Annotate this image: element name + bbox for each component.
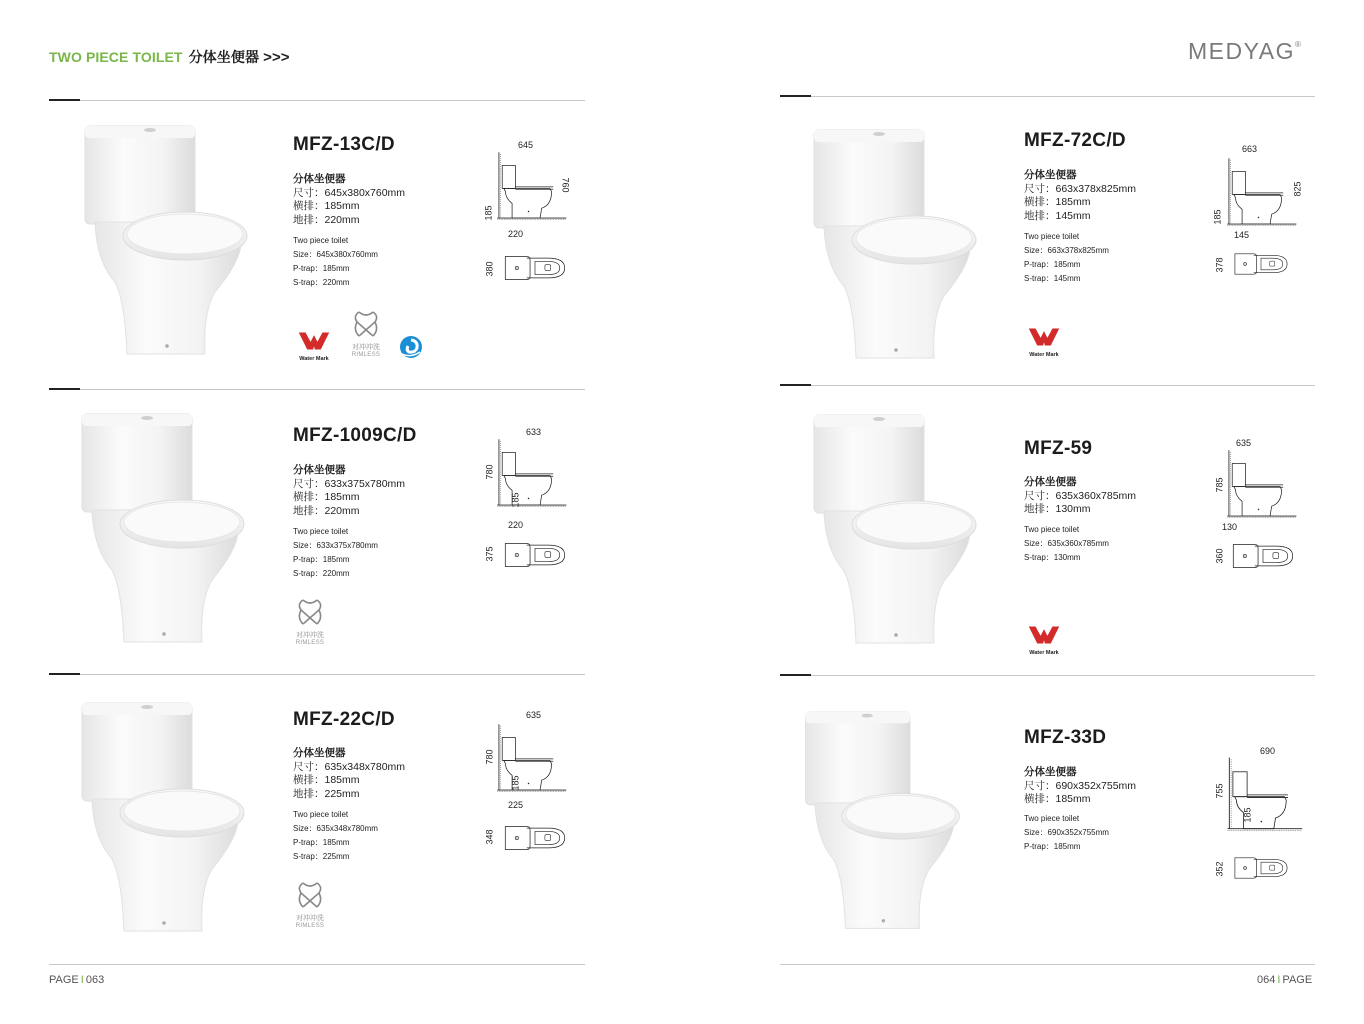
section-divider <box>49 389 585 390</box>
spec-cn-ptrap: 横排：185mm <box>293 774 360 786</box>
technical-drawing <box>480 138 580 298</box>
spec-cn-size: 尺寸：635x348x780mm <box>293 760 406 773</box>
rimless-icon <box>295 881 325 909</box>
spec-cn-title: 分体坐便器 <box>293 464 346 476</box>
spec-en <box>1024 230 1109 286</box>
product-photo <box>784 408 984 654</box>
spec-en-ptrap: P-trap：185mm <box>1024 260 1081 269</box>
spec-cn-size: 尺寸：663x378x825mm <box>1024 182 1137 195</box>
spec-cn-size: 尺寸：633x375x780mm <box>293 477 406 490</box>
rimless-badge <box>290 598 330 646</box>
dim-ptrap: 185 <box>510 775 521 791</box>
spec-cn <box>1024 766 1136 807</box>
spec-cn <box>1024 169 1136 223</box>
product-photo <box>784 122 984 370</box>
dim-ptrap: 185 <box>510 492 521 508</box>
dim-height: 755 <box>1214 783 1225 799</box>
spec-cn-size: 尺寸：690x352x755mm <box>1024 779 1137 792</box>
spec-en <box>293 234 378 290</box>
dim-ptrap: 185 <box>1212 209 1223 225</box>
watermark-badge <box>294 330 334 362</box>
registered-mark: ® <box>1294 40 1303 49</box>
rimless-label-cn: 对冲冲洗 <box>296 632 324 639</box>
dim-strap: 220 <box>508 520 524 530</box>
side-elevation-drawing <box>494 431 568 515</box>
dim-height: 780 <box>484 464 495 480</box>
watermark-label: Water Mark <box>1029 352 1059 358</box>
category-heading <box>49 47 290 67</box>
spec-en-ptrap: P-trap：185mm <box>1024 842 1081 851</box>
spec-en-title: Two piece toilet <box>1024 814 1080 823</box>
rimless-icon <box>295 598 325 626</box>
dim-strap: 130 <box>1222 522 1238 532</box>
side-elevation-drawing <box>1224 442 1298 526</box>
model-number: MFZ-72C/D <box>1024 130 1126 151</box>
spec-en-ptrap: P-trap：185mm <box>293 264 350 273</box>
spec-cn <box>293 173 405 227</box>
watermark-icon <box>294 330 334 352</box>
dim-length: 645 <box>518 140 534 150</box>
dim-ptrap: 185 <box>1242 807 1253 823</box>
side-elevation-drawing <box>494 716 568 800</box>
dim-height: 780 <box>484 749 495 765</box>
spec-cn <box>1024 476 1136 517</box>
spec-cn-strap: 地排：220mm <box>293 504 360 517</box>
spec-en <box>1024 812 1109 854</box>
spec-cn-ptrap: 横排：185mm <box>293 491 360 503</box>
page-label: PAGE <box>49 974 79 986</box>
model-number: MFZ-59 <box>1024 438 1093 459</box>
spec-en-ptrap: P-trap：185mm <box>293 555 350 564</box>
dim-strap: 145 <box>1234 230 1250 240</box>
watermark-badge <box>1024 326 1064 358</box>
spec-en-size: Size：690x352x755mm <box>1024 828 1109 837</box>
technical-drawing <box>1210 436 1310 586</box>
divider-accent <box>49 388 80 390</box>
model-number: MFZ-1009C/D <box>293 425 417 446</box>
spec-en-ptrap: P-trap：185mm <box>293 838 350 847</box>
rimless-label-cn: 对冲冲洗 <box>296 915 324 922</box>
spec-en <box>293 808 378 864</box>
section-divider <box>49 674 585 675</box>
spec-cn-title: 分体坐便器 <box>293 173 346 185</box>
dim-length: 663 <box>1242 144 1258 154</box>
eco-flush-icon <box>398 334 424 360</box>
dim-width: 378 <box>1214 257 1225 273</box>
watermark-icon <box>1024 326 1064 348</box>
category-cn: 分体坐便器 <box>188 49 260 65</box>
spec-cn-size: 尺寸：635x360x785mm <box>1024 489 1137 502</box>
top-plan-drawing <box>1232 852 1290 884</box>
rimless-badge <box>290 881 330 929</box>
rimless-label-en: RIMLESS <box>351 352 381 358</box>
product-photo <box>52 410 252 650</box>
section-divider <box>780 675 1315 676</box>
dim-strap: 225 <box>508 800 524 810</box>
spec-en-strap: S-trap：130mm <box>1024 553 1081 562</box>
dim-length: 633 <box>526 427 542 437</box>
page-number-left <box>49 974 104 986</box>
spec-cn-title: 分体坐便器 <box>1024 766 1077 778</box>
spec-en-strap: S-trap：220mm <box>293 569 350 578</box>
model-number: MFZ-13C/D <box>293 134 395 155</box>
brand-name: MEDYAG <box>1188 38 1295 64</box>
dim-width: 352 <box>1214 861 1225 877</box>
spec-en-size: Size：645x380x760mm <box>293 250 378 259</box>
technical-drawing <box>1210 744 1310 894</box>
divider-accent <box>49 99 80 101</box>
brand-logo <box>1188 38 1302 65</box>
dim-strap: 220 <box>508 229 524 239</box>
product-photo <box>55 118 255 366</box>
rimless-badge <box>346 310 386 358</box>
spec-cn-size: 尺寸：645x380x760mm <box>293 186 406 199</box>
dim-width: 375 <box>484 546 495 562</box>
technical-drawing <box>480 708 580 863</box>
spec-en-size: Size：663x378x825mm <box>1024 246 1109 255</box>
watermark-label: Water Mark <box>1029 650 1059 656</box>
spec-cn-strap: 地排：145mm <box>1024 209 1091 222</box>
rimless-label-cn: 对冲冲洗 <box>352 344 380 351</box>
side-elevation-drawing <box>1224 150 1298 234</box>
spec-en-title: Two piece toilet <box>293 527 349 536</box>
divider-accent <box>780 384 811 386</box>
spec-en-size: Size：635x348x780mm <box>293 824 378 833</box>
model-number: MFZ-33D <box>1024 727 1107 748</box>
watermark-icon <box>1024 624 1064 646</box>
dim-length: 690 <box>1260 746 1276 756</box>
dim-height: 760 <box>560 177 571 193</box>
spec-en-title: Two piece toilet <box>293 236 349 245</box>
rimless-label-en: RIMLESS <box>295 640 325 646</box>
dim-length: 635 <box>1236 438 1252 448</box>
divider-accent <box>780 674 811 676</box>
spec-en-size: Size：635x360x785mm <box>1024 539 1109 548</box>
spec-cn-ptrap: 横排：185mm <box>1024 196 1091 208</box>
rimless-label-en: RIMLESS <box>295 923 325 929</box>
dim-length: 635 <box>526 710 542 720</box>
watermark-badge <box>1024 624 1064 656</box>
spec-en-strap: S-trap：145mm <box>1024 274 1081 283</box>
page-separator: I <box>80 974 84 986</box>
top-plan-drawing <box>502 822 568 854</box>
spec-en-strap: S-trap：220mm <box>293 278 350 287</box>
technical-drawing <box>1210 142 1310 292</box>
page-separator: I <box>1277 974 1281 986</box>
technical-drawing <box>480 425 580 580</box>
model-number: MFZ-22C/D <box>293 709 395 730</box>
spec-cn-title: 分体坐便器 <box>1024 169 1077 181</box>
top-plan-drawing <box>1230 540 1296 572</box>
category-en: TWO PIECE TOILET <box>49 49 183 65</box>
spec-cn-strap: 地排：225mm <box>293 787 360 800</box>
spec-cn-strap: 地排：220mm <box>293 213 360 226</box>
top-plan-drawing <box>502 252 568 284</box>
dim-height: 825 <box>1292 181 1303 197</box>
spec-en-title: Two piece toilet <box>293 810 349 819</box>
dim-height: 785 <box>1214 477 1225 493</box>
footer-divider <box>49 964 585 965</box>
dim-width: 360 <box>1214 548 1225 564</box>
top-plan-drawing <box>502 539 568 571</box>
spec-en <box>1024 523 1109 565</box>
page-number: 063 <box>85 974 105 986</box>
spec-cn-ptrap: 横排：185mm <box>293 200 360 212</box>
arrows-icon: >>> <box>263 49 290 66</box>
page-label: PAGE <box>1282 974 1313 986</box>
spec-en <box>293 525 378 581</box>
spec-cn <box>293 747 405 801</box>
section-divider <box>780 385 1315 386</box>
divider-accent <box>49 673 80 675</box>
spec-en-title: Two piece toilet <box>1024 525 1080 534</box>
spec-cn <box>293 464 405 518</box>
divider-accent <box>780 95 811 97</box>
spec-cn-ptrap: 横排：185mm <box>1024 793 1091 805</box>
spec-cn-title: 分体坐便器 <box>1024 476 1077 488</box>
dim-width: 348 <box>484 829 495 845</box>
watermark-label: Water Mark <box>299 356 329 362</box>
side-elevation-drawing <box>1224 752 1304 836</box>
side-elevation-drawing <box>494 144 568 228</box>
rimless-icon <box>351 310 381 338</box>
section-divider <box>49 100 585 101</box>
product-photo <box>772 708 972 936</box>
product-photo <box>52 698 252 940</box>
spec-cn-strap: 地排：130mm <box>1024 503 1091 515</box>
section-divider <box>780 96 1315 97</box>
page-number-right <box>1257 974 1312 986</box>
top-plan-drawing <box>1232 248 1290 280</box>
dim-width: 380 <box>484 261 495 277</box>
dim-ptrap: 185 <box>483 205 494 221</box>
spec-en-size: Size：633x375x780mm <box>293 541 378 550</box>
page-number: 064 <box>1257 974 1276 986</box>
spec-en-strap: S-trap：225mm <box>293 852 350 861</box>
footer-divider <box>780 964 1315 965</box>
spec-en-title: Two piece toilet <box>1024 232 1080 241</box>
spec-cn-title: 分体坐便器 <box>293 747 346 759</box>
